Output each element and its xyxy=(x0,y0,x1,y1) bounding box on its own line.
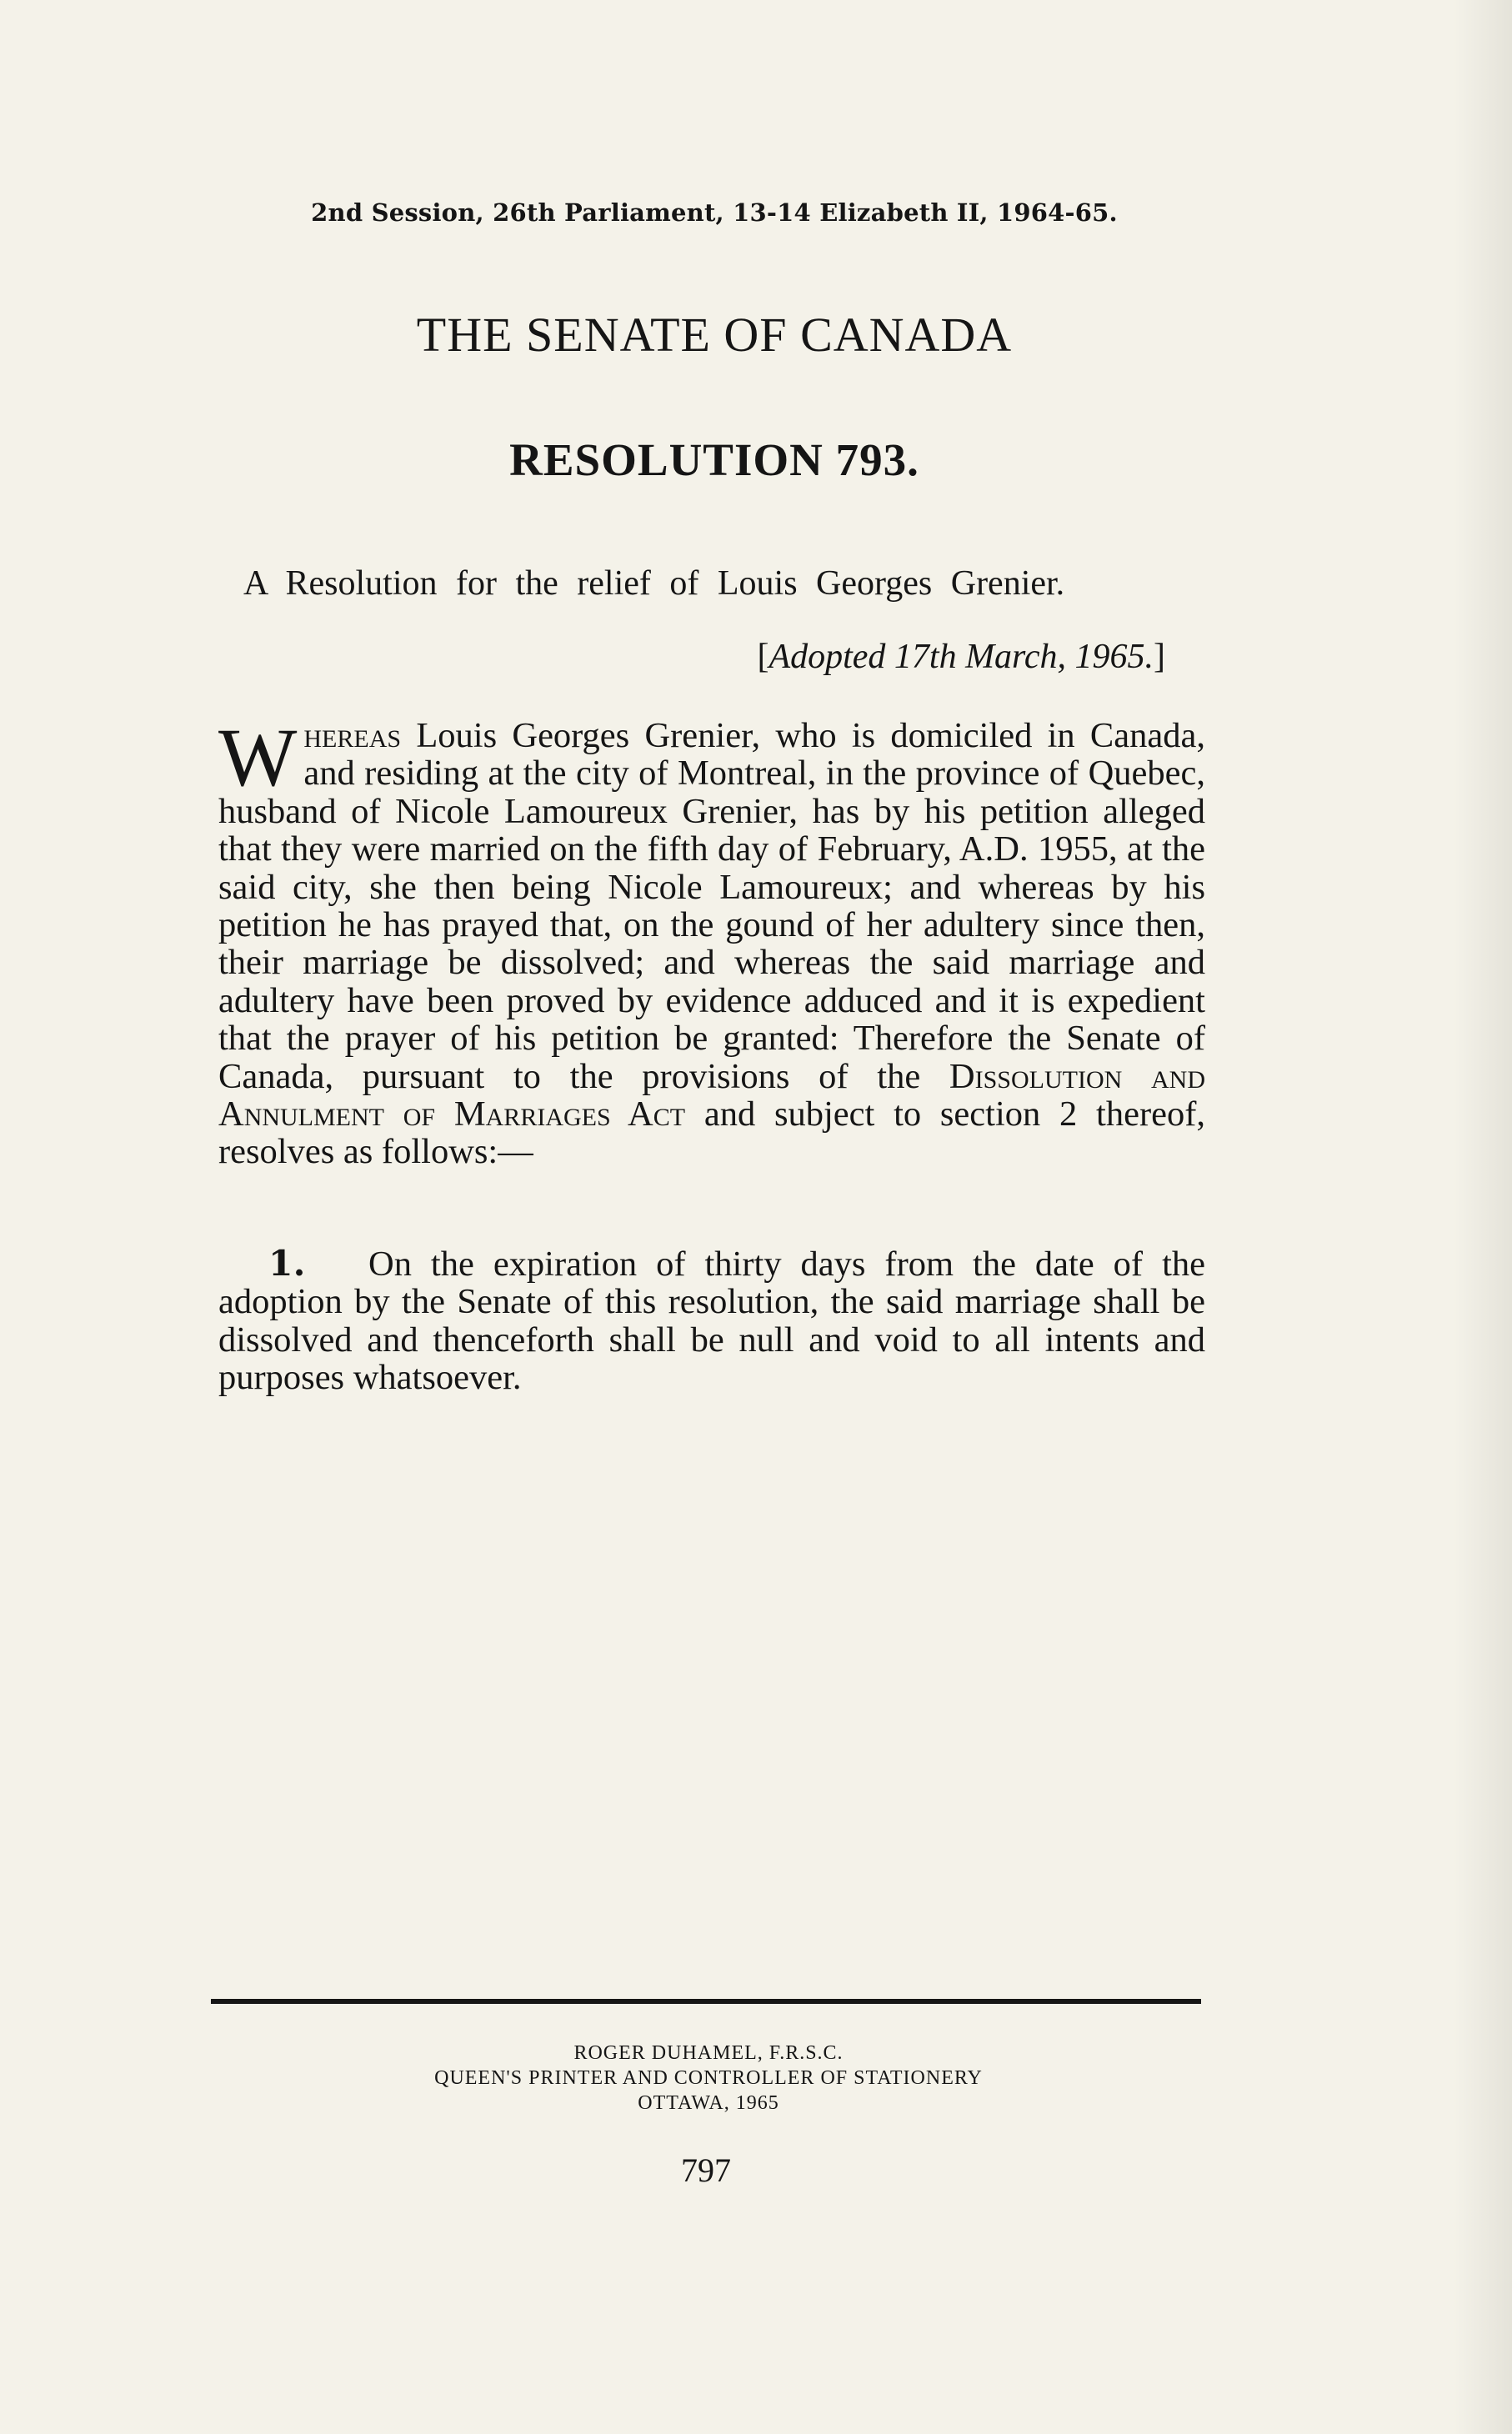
preamble-paragraph xyxy=(218,711,1205,1172)
drop-cap: W xyxy=(218,711,298,804)
clause-number: 1. xyxy=(268,1243,306,1285)
adoption-open-bracket: [ xyxy=(757,638,769,676)
clause-text: On the expiration of thirty days from the date of the adoption by the Senate of this resolution, the said marriage shall be dissolved and thenceforth shall be null and void to all intents and purposes whatsoever. xyxy=(218,1245,1205,1398)
preamble-lead-word: hereas xyxy=(303,716,402,755)
preamble-text-part2: and subject to section 2 thereof, resolves as follows:— xyxy=(218,1094,1205,1172)
resolution-subtitle: A Resolution for the relief of Louis Georges Grenier. xyxy=(243,564,1065,603)
session-line: 2nd Session, 26th Parliament, 13-14 Elizabeth II, 1964-65. xyxy=(311,198,1118,227)
adoption-close-bracket: ] xyxy=(1154,638,1165,676)
printer-place-year: OTTAWA, 1965 xyxy=(638,2092,779,2114)
adoption-date xyxy=(708,637,1165,677)
printer-name: ROGER DUHAMEL, F.R.S.C. xyxy=(573,2042,844,2064)
adoption-date-text: Adopted 17th March, 1965. xyxy=(769,638,1154,676)
preamble-text-part1: Louis Georges Grenier, who is domiciled in Canada, and residing at the city of Montreal, in the province of Quebec, husband of Nicole Lamoureux Grenier, has by his petition alleged that they were married on the fifth day of February, A.D. 1955, at the said city, she then being Nicole Lamoureux; and whereas by his petition he has prayed that, on the gound of her adultery since then, their marriage be dissolved; and whereas the said marriage and adultery have been proved by evidence adduced and it is expedient that the prayer of his petition be granted: Therefore the Senate of Canada, pursuant to the provisions of the xyxy=(218,716,1205,1096)
page-edge-shadow xyxy=(1454,0,1512,2434)
printer-title: QUEEN'S PRINTER AND CONTROLLER OF STATIONERY xyxy=(434,2067,983,2089)
printer-imprint xyxy=(0,2041,1417,2116)
footer-rule xyxy=(211,1999,1201,2004)
clause-paragraph xyxy=(218,1245,1205,1397)
resolution-title: RESOLUTION 793. xyxy=(509,434,919,485)
page-number: 797 xyxy=(681,2151,731,2189)
act-name: Dissolution and Annulment of Marriages Act xyxy=(218,1056,1205,1134)
senate-heading: THE SENATE OF CANADA xyxy=(416,308,1013,362)
